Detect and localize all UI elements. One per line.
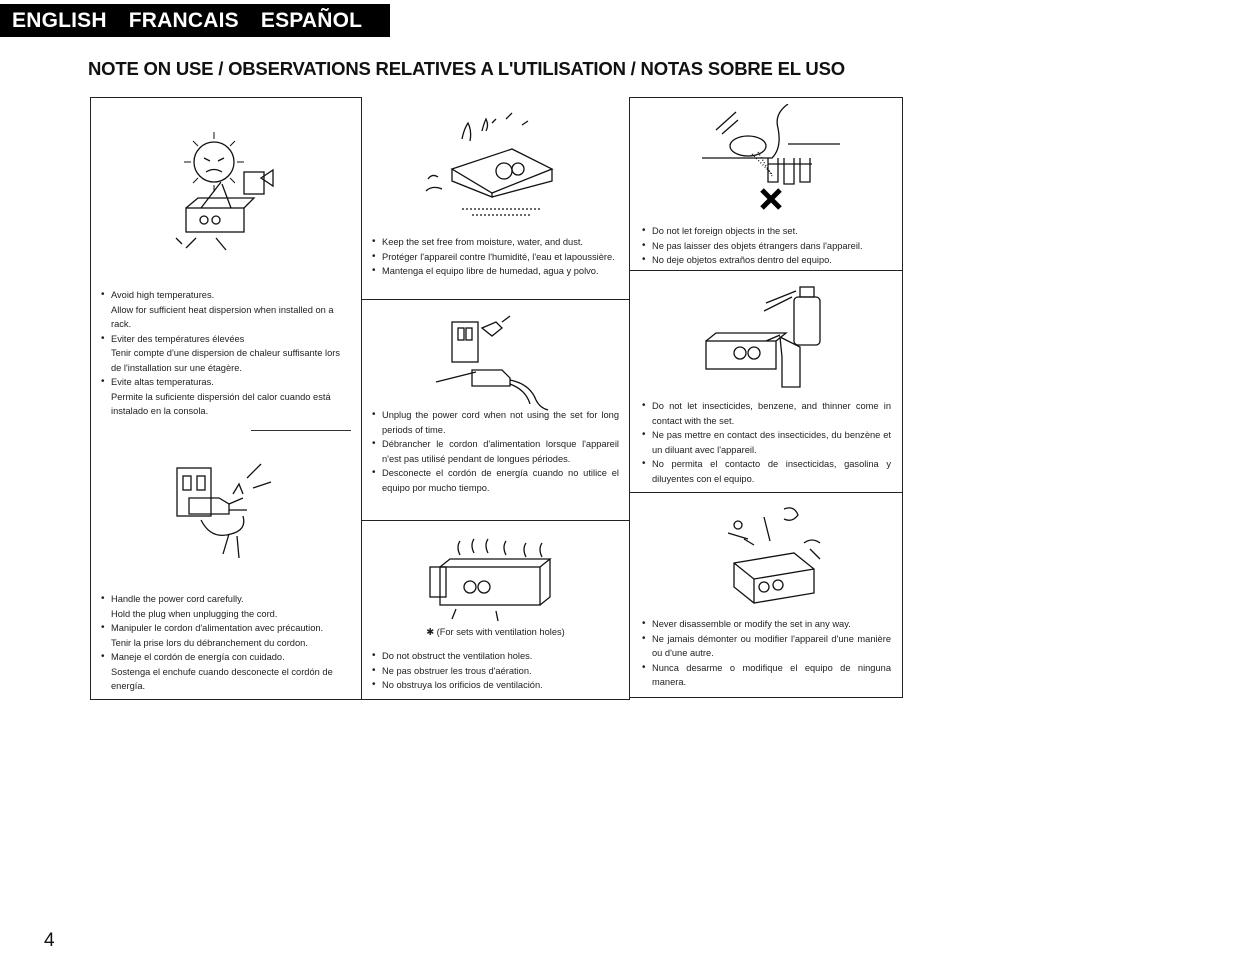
cord-es-sub: Sostenga el enchufe cuando desconecte el cordón de energía. [111, 666, 333, 691]
ventilation-text [371, 649, 619, 693]
temp-en: • Avoid high temperatures. [100, 288, 350, 303]
temp-en-sub: Allow for sufficient heat dispersion when installed on a rack. [111, 304, 334, 329]
cross-mark-icon [762, 190, 780, 208]
lang-english: ENGLISH [12, 8, 107, 32]
wall-outlet-illustration [432, 308, 552, 418]
page-number: 4 [44, 930, 55, 951]
disassemble-fr: • Ne jamais démonter ou modifier l'appareil d'une manière ou d'une autre. [641, 632, 891, 661]
hand-plug-illustration [171, 458, 281, 568]
panel-column-2-top [361, 97, 630, 300]
temp-es-sub: Permite la suficiente dispersión del calor cuando está instalado en la consola. [111, 391, 331, 416]
insecticide-text [641, 399, 891, 486]
ventilation-illustration [426, 537, 566, 627]
moisture-fr: • Protéger l'appareil contre l'humidité, l'eau et lapoussière. [371, 250, 619, 265]
cord-en: • Handle the power cord carefully. [100, 592, 350, 607]
disassemble-text [641, 617, 891, 690]
ventilation-note: ✱ (For sets with ventilation holes) [426, 627, 565, 637]
lang-francais: FRANCAIS [128, 8, 239, 32]
unplug-text [371, 408, 619, 495]
panel-column-3-middle [629, 270, 903, 493]
tools-illustration [714, 503, 834, 613]
cord-en-sub: Hold the plug when unplugging the cord. [111, 608, 278, 619]
ventilation-en: • Do not obstruct the ventilation holes. [371, 649, 619, 664]
cord-fr-sub: Tenir la prise lors du débranchement du cordon. [111, 637, 308, 648]
unplug-es: • Desconecte el cordón de energía cuando no utilice el equipo por mucho tiempo. [371, 466, 619, 495]
unplug-fr: • Débrancher le cordon d'alimentation lorsque l'appareil n'est pas utilisé pendant de longues périodes. [371, 437, 619, 466]
disassemble-es: • Nunca desarme o modifique el equipo de ninguna manera. [641, 661, 891, 690]
foreign-es: • No deje objetos extraños dentro del equipo. [641, 253, 891, 268]
foreign-text [641, 224, 891, 268]
language-bar [0, 4, 390, 37]
insecticide-en: • Do not let insecticides, benzene, and thinner come in contact with the set. [641, 399, 891, 428]
moisture-en: • Keep the set free from moisture, water, and dust. [371, 235, 619, 250]
insecticide-es: • No permita el contacto de insecticidas, gasolina y diluyentes con el equipo. [641, 457, 891, 486]
cord-es: • Maneje el cordón de energía con cuidado. [100, 650, 350, 665]
ventilation-es: • No obstruya los orificios de ventilación. [371, 678, 619, 693]
sun-heat-illustration [156, 128, 296, 258]
panel-column-2-bottom [361, 520, 630, 700]
moisture-text [371, 235, 619, 279]
temp-es: • Evite altas temperaturas. [100, 375, 350, 390]
temp-fr: • Eviter des températures élevées [100, 332, 350, 347]
panel-column-3-bottom [629, 492, 903, 698]
page-title: NOTE ON USE / OBSERVATIONS RELATIVES A L'UTILISATION / NOTAS SOBRE EL USO [88, 58, 845, 79]
panel-column-2-middle [361, 299, 630, 521]
cord-text [100, 592, 350, 694]
spray-can-illustration [696, 277, 846, 397]
insecticide-fr: • Ne pas mettre en contact des insecticides, du benzène et un diluant avec l'appareil. [641, 428, 891, 457]
panel-column-1 [90, 97, 362, 700]
column-1-divider [251, 430, 351, 431]
temp-fr-sub: Tenir compte d'une dispersion de chaleur suffisante lors de l'installation sur une étagère. [111, 348, 340, 373]
cord-fr: • Manipuler le cordon d'alimentation avec précaution. [100, 621, 350, 636]
foreign-fr: • Ne pas laisser des objets étrangers dans l'appareil. [641, 239, 891, 254]
foreign-en: • Do not let foreign objects in the set. [641, 224, 891, 239]
unplug-en: • Unplug the power cord when not using the set for long periods of time. [371, 408, 619, 437]
moisture-es: • Mantenga el equipo libre de humedad, agua y polvo. [371, 264, 619, 279]
temp-text [100, 288, 350, 419]
water-splash-illustration [422, 109, 572, 229]
ventilation-fr: • Ne pas obstruer les trous d'aération. [371, 664, 619, 679]
panel-column-3-top [629, 97, 903, 271]
foreign-objects-illustration [702, 104, 842, 214]
disassemble-en: • Never disassemble or modify the set in any way. [641, 617, 891, 632]
lang-espanol: ESPAÑOL [260, 8, 363, 32]
